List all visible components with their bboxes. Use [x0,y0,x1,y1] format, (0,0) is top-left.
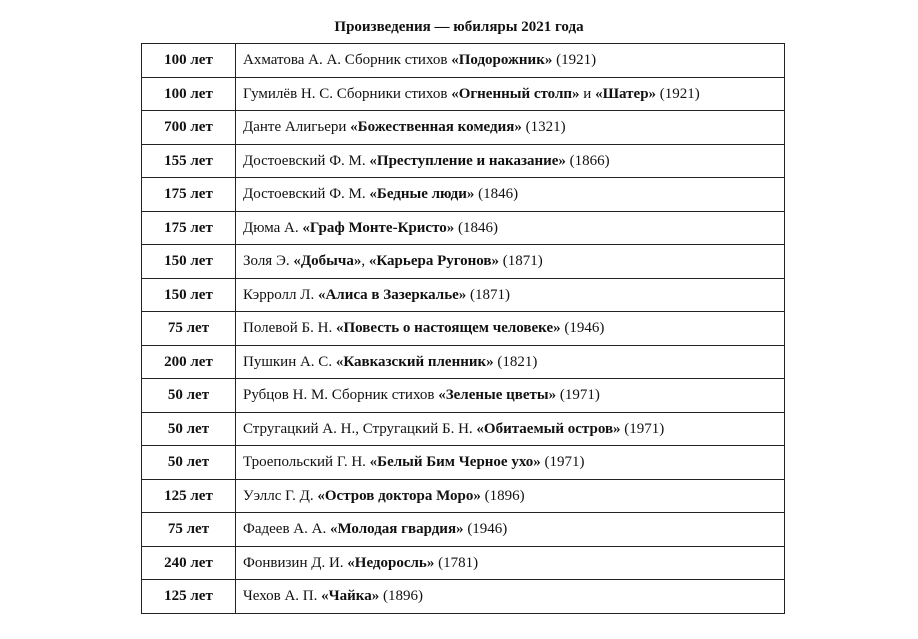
work-text: Достоевский Ф. М. [243,186,370,203]
work-description-cell [236,379,785,413]
work-text: Троепольский Г. Н. [243,454,370,471]
work-text: (1896) [480,487,525,504]
work-title: «Граф Монте-Кристо» [302,219,455,236]
work-title: «Алиса в Зазеркалье» [317,286,467,303]
document-title: Произведения — юбиляры 2021 года [334,19,584,35]
work-description-cell [236,312,785,346]
table-row [142,379,785,413]
work-title: «Кавказский пленник» [335,353,494,370]
work-description-cell [236,513,785,547]
work-description-cell [236,211,785,245]
work-description-cell [236,111,785,145]
anniversary-years-cell: 75 лет [142,513,236,547]
work-text: (1971) [556,387,600,404]
anniversary-years-cell: 150 лет [142,245,236,279]
table-row [142,211,785,245]
work-title: «Шатер» [595,85,657,102]
anniversary-years-cell: 50 лет [142,446,236,480]
work-title: «Божественная комедия» [350,119,522,136]
work-text: Достоевский Ф. М. [243,152,370,169]
work-description-cell [236,446,785,480]
anniversary-years-cell: 100 лет [142,44,236,78]
work-description-cell [236,278,785,312]
work-text: (1866) [565,152,610,169]
work-text: Рубцов Н. М. Сборник стихов [243,387,439,404]
work-description-cell [236,44,785,78]
table-row [142,546,785,580]
work-text: (1846) [454,219,499,236]
table-row [142,144,785,178]
work-title: «Подорожник» [451,52,553,69]
work-description-cell [236,77,785,111]
anniversary-years-cell: 50 лет [142,379,236,413]
work-text: (1946) [560,320,605,337]
work-description-cell [236,412,785,446]
work-text: Фонвизин Д. И. [243,554,348,571]
work-text: (1971) [540,454,585,471]
work-text: (1921) [656,85,700,102]
work-text: Фадеев А. А. [243,521,330,538]
work-title: «Преступление и наказание» [369,152,566,169]
table-row [142,178,785,212]
work-title: «Недоросль» [347,554,435,571]
work-text: (1781) [434,554,479,571]
work-title: «Повесть о настоящем человеке» [335,320,561,337]
table-row [142,111,785,145]
anniversary-years-cell: 125 лет [142,580,236,614]
work-title: «Чайка» [321,588,380,605]
work-description-cell [236,546,785,580]
work-text: Дюма А. [243,219,303,236]
work-description-cell [236,144,785,178]
work-text: Золя Э. [243,253,294,270]
work-title: «Обитаемый остров» [476,420,621,437]
work-text: , [361,253,369,270]
anniversary-years-cell: 125 лет [142,479,236,513]
work-title: «Огненный столп» [451,85,580,102]
work-title: «Остров доктора Моро» [317,487,481,504]
work-title: «Добыча» [293,253,362,270]
table-row [142,479,785,513]
work-text: Уэллс Г. Д. [243,487,318,504]
work-description-cell [236,479,785,513]
work-text: Данте Алигьери [243,119,351,136]
work-text: (1971) [620,420,665,437]
work-text: Гумилёв Н. С. Сборники стихов [243,85,452,102]
work-title: «Белый Бим Черное ухо» [369,454,541,471]
work-text: (1946) [463,521,508,538]
anniversary-years-cell: 700 лет [142,111,236,145]
table-body [142,44,785,614]
anniversary-years-cell: 100 лет [142,77,236,111]
work-text: Полевой Б. Н. [243,320,336,337]
work-text: (1871) [499,253,543,270]
work-text: и [579,85,596,102]
work-text: (1321) [521,119,566,136]
table-row [142,580,785,614]
work-text: (1896) [379,588,423,605]
table-row [142,345,785,379]
work-title: «Молодая гвардия» [329,521,464,538]
work-text: (1821) [493,353,538,370]
anniversary-years-cell: 75 лет [142,312,236,346]
work-description-cell [236,178,785,212]
work-text: (1871) [466,286,511,303]
anniversary-years-cell: 240 лет [142,546,236,580]
table-row [142,312,785,346]
table-row [142,245,785,279]
anniversary-years-cell: 150 лет [142,278,236,312]
table-row [142,278,785,312]
anniversary-years-cell: 200 лет [142,345,236,379]
work-text: (1921) [552,52,597,69]
work-description-cell [236,345,785,379]
table-row [142,446,785,480]
work-text: (1846) [474,186,519,203]
anniversary-years-cell: 175 лет [142,211,236,245]
table-row [142,412,785,446]
anniversary-years-cell: 155 лет [142,144,236,178]
work-description-cell [236,580,785,614]
work-text: Пушкин А. С. [243,353,336,370]
anniversary-years-cell: 50 лет [142,412,236,446]
work-text: Стругацкий А. Н., Стругацкий Б. Н. [243,420,477,437]
anniversary-years-cell: 175 лет [142,178,236,212]
table-row [142,513,785,547]
work-text: Чехов А. П. [243,588,322,605]
work-text: Кэрролл Л. [243,286,318,303]
work-text: Ахматова А. А. Сборник стихов [243,52,452,69]
work-title: «Зеленые цветы» [438,387,557,404]
table-row [142,77,785,111]
table-row [142,44,785,78]
jubilee-table [141,43,785,614]
work-description-cell [236,245,785,279]
work-title: «Карьера Ругонов» [368,253,500,270]
work-title: «Бедные люди» [369,186,475,203]
